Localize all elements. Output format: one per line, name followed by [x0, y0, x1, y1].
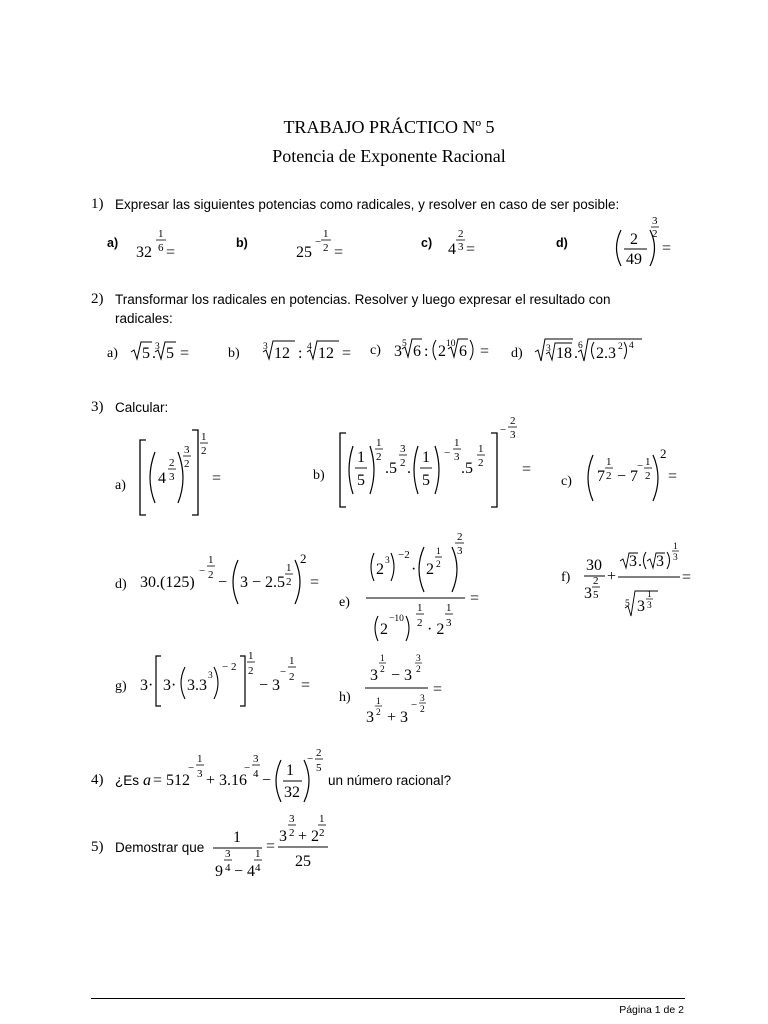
- svg-text:6: 6: [158, 242, 164, 254]
- svg-text:7: 7: [597, 468, 605, 485]
- q3c-label: c): [561, 474, 572, 489]
- question-5-text: Demostrar que: [115, 840, 205, 855]
- svg-text:3: 3: [394, 343, 402, 360]
- svg-text:3: 3: [629, 553, 637, 570]
- svg-text:−: −: [411, 699, 418, 711]
- svg-text:.: .: [152, 345, 156, 362]
- svg-text:2.3: 2.3: [596, 345, 616, 362]
- svg-text:.: .: [638, 553, 642, 570]
- svg-text:6: 6: [578, 341, 583, 351]
- svg-text:3: 3: [584, 585, 592, 602]
- svg-text:.: .: [574, 345, 578, 362]
- svg-text:2: 2: [652, 228, 658, 240]
- svg-text:5: 5: [422, 472, 430, 489]
- svg-text:· 2: · 2: [427, 621, 445, 638]
- svg-text:1: 1: [647, 590, 652, 600]
- svg-text:3: 3: [637, 598, 645, 615]
- svg-text:1: 1: [422, 449, 430, 466]
- svg-text:=: =: [212, 470, 222, 487]
- svg-text:1: 1: [376, 697, 381, 707]
- svg-text:4: 4: [253, 768, 259, 780]
- svg-text:2: 2: [380, 665, 385, 675]
- svg-text:5: 5: [625, 599, 630, 609]
- svg-text:2: 2: [316, 747, 322, 759]
- svg-text:2: 2: [286, 576, 292, 588]
- svg-text:5: 5: [593, 589, 599, 601]
- svg-text:=: =: [180, 345, 190, 362]
- svg-text:=: =: [480, 343, 490, 360]
- svg-text:−: −: [500, 424, 507, 436]
- svg-text:1: 1: [446, 602, 452, 614]
- svg-text:− 4: − 4: [234, 863, 256, 880]
- svg-text:3: 3: [385, 556, 390, 566]
- q3b-label: b): [313, 468, 325, 483]
- svg-text:2: 2: [201, 445, 207, 457]
- svg-text:2: 2: [510, 415, 516, 427]
- svg-text:−: −: [244, 762, 251, 774]
- svg-text::: :: [424, 343, 429, 360]
- svg-text:3: 3: [420, 694, 425, 704]
- svg-text:9: 9: [215, 863, 223, 880]
- svg-text:=: =: [662, 240, 672, 257]
- svg-text:25: 25: [296, 244, 312, 261]
- question-5-number: 5): [91, 839, 104, 855]
- svg-text:2: 2: [478, 457, 484, 469]
- q3g-label: g): [115, 679, 127, 694]
- svg-text:3.3: 3.3: [187, 677, 207, 694]
- svg-text:−2: −2: [398, 549, 410, 561]
- svg-text:2: 2: [458, 228, 464, 240]
- svg-text:−: −: [199, 565, 206, 577]
- svg-text:2: 2: [420, 705, 425, 715]
- svg-text:2: 2: [457, 531, 463, 543]
- svg-text:3: 3: [546, 344, 551, 354]
- svg-text:4: 4: [629, 341, 634, 351]
- svg-text:2: 2: [593, 575, 599, 587]
- svg-text:3: 3: [673, 553, 678, 563]
- svg-text:2: 2: [376, 561, 384, 578]
- svg-text:2: 2: [376, 708, 381, 718]
- svg-text:=: =: [668, 468, 678, 485]
- svg-text:5: 5: [166, 345, 174, 362]
- svg-text:2: 2: [400, 457, 406, 469]
- svg-text:− 2: − 2: [222, 661, 237, 673]
- svg-text:2: 2: [606, 470, 612, 482]
- svg-text:+: +: [607, 568, 617, 585]
- svg-text:3: 3: [458, 241, 464, 253]
- svg-text:2: 2: [208, 569, 214, 581]
- svg-text:.: .: [407, 460, 411, 477]
- svg-text:2: 2: [289, 671, 295, 683]
- svg-text:1: 1: [673, 542, 678, 552]
- svg-text:1: 1: [606, 456, 612, 468]
- svg-text:1: 1: [197, 753, 203, 765]
- svg-text:1: 1: [380, 654, 385, 664]
- svg-text:1: 1: [454, 437, 460, 449]
- svg-text:32: 32: [284, 784, 300, 801]
- q1d-label: d): [556, 236, 568, 250]
- svg-text:2: 2: [380, 621, 388, 638]
- svg-text:=: =: [466, 241, 476, 258]
- svg-text:3: 3: [366, 709, 374, 726]
- q2c-label: c): [370, 343, 381, 358]
- svg-text:3: 3: [225, 848, 231, 860]
- svg-text:12: 12: [318, 345, 334, 362]
- question-4-number: 4): [91, 772, 104, 788]
- svg-text:−: −: [188, 762, 195, 774]
- svg-text:1: 1: [201, 431, 207, 443]
- svg-text:3·: 3·: [163, 677, 177, 694]
- svg-text:−: −: [218, 574, 228, 591]
- svg-text:+ 2: + 2: [298, 828, 320, 845]
- question-4-text-after: un número racional?: [328, 773, 452, 788]
- svg-text:3: 3: [279, 828, 287, 845]
- svg-text:−: −: [444, 447, 451, 459]
- svg-text:2: 2: [417, 617, 423, 629]
- svg-text:1: 1: [436, 547, 441, 557]
- svg-text:10: 10: [446, 339, 456, 349]
- svg-text:1: 1: [286, 762, 294, 779]
- q3h-label: h): [339, 690, 351, 705]
- q3f-label: f): [561, 570, 571, 585]
- svg-text:2: 2: [184, 458, 190, 470]
- svg-text:30: 30: [586, 557, 602, 574]
- svg-text:1: 1: [233, 829, 241, 846]
- svg-text:3: 3: [416, 654, 421, 664]
- svg-text:−: −: [280, 666, 287, 678]
- svg-text:−: −: [637, 460, 644, 472]
- question-3-number: 3): [91, 399, 104, 415]
- svg-text:=: =: [334, 244, 344, 261]
- svg-text:+ 3.16: + 3.16: [206, 772, 248, 789]
- svg-text:2: 2: [289, 827, 295, 839]
- page-number: Página 1 de 2: [619, 1004, 684, 1016]
- svg-text:=: =: [342, 345, 352, 362]
- svg-text:3: 3: [208, 671, 213, 681]
- svg-text:2: 2: [438, 343, 446, 360]
- svg-text:.5: .5: [461, 460, 473, 477]
- svg-text:1: 1: [417, 602, 423, 614]
- svg-text:3: 3: [169, 471, 175, 483]
- footer-rule: [91, 998, 685, 999]
- svg-text:3: 3: [370, 667, 378, 684]
- svg-text:−: −: [262, 772, 272, 789]
- svg-text:12: 12: [274, 345, 290, 362]
- svg-text:1: 1: [248, 650, 254, 662]
- svg-text:6: 6: [413, 343, 421, 360]
- svg-text:2: 2: [319, 827, 325, 839]
- svg-text:=: =: [166, 244, 176, 261]
- svg-text::: :: [298, 345, 303, 362]
- svg-text:32: 32: [136, 244, 152, 261]
- svg-text:3: 3: [400, 443, 406, 455]
- svg-text:=: =: [522, 461, 532, 478]
- question-2-text-line2: radicales:: [115, 311, 173, 326]
- svg-text:2: 2: [169, 457, 175, 469]
- svg-text:=: =: [682, 569, 692, 586]
- svg-text:2: 2: [645, 470, 651, 482]
- svg-text:1: 1: [319, 813, 325, 825]
- svg-text:=: =: [470, 590, 480, 607]
- svg-text:=: =: [266, 838, 276, 855]
- svg-text:3: 3: [652, 215, 658, 227]
- svg-text:1: 1: [323, 228, 329, 240]
- svg-text:− 3: − 3: [391, 667, 413, 684]
- svg-text:1: 1: [158, 228, 164, 240]
- svg-text:3: 3: [263, 342, 268, 352]
- svg-text:−: −: [315, 236, 322, 248]
- svg-text:− 3: − 3: [259, 677, 281, 694]
- svg-text:3·: 3·: [140, 677, 154, 694]
- svg-text:2: 2: [618, 342, 623, 352]
- svg-text:3: 3: [155, 342, 160, 352]
- svg-text:4: 4: [225, 862, 231, 874]
- svg-text:= 512: = 512: [153, 772, 191, 789]
- svg-text:2: 2: [376, 451, 382, 463]
- svg-text:1: 1: [645, 456, 651, 468]
- svg-text:1: 1: [208, 554, 214, 566]
- question-1-number: 1): [91, 196, 104, 212]
- svg-text:4: 4: [307, 342, 312, 352]
- svg-text:1: 1: [376, 437, 382, 449]
- svg-text:3: 3: [289, 813, 295, 825]
- svg-text:5: 5: [357, 472, 365, 489]
- svg-text:=: =: [301, 677, 311, 694]
- page-title: TRABAJO PRÁCTICO Nº 5: [283, 117, 495, 137]
- q2d-label: d): [511, 346, 523, 361]
- q1b-label: b): [236, 236, 248, 250]
- question-2-number: 2): [91, 291, 104, 307]
- q1a-label: a): [107, 236, 119, 250]
- svg-text:− 7: − 7: [617, 468, 639, 485]
- svg-text:3: 3: [197, 768, 203, 780]
- svg-text:2: 2: [426, 561, 434, 578]
- q2a-label: a): [107, 346, 118, 361]
- svg-text:1: 1: [286, 562, 292, 574]
- svg-text:5: 5: [316, 762, 322, 774]
- svg-text:+ 3: + 3: [387, 709, 409, 726]
- question-3-text: Calcular:: [115, 400, 169, 415]
- svg-text:−: −: [307, 753, 314, 765]
- svg-text:=: =: [433, 681, 443, 698]
- svg-text:4: 4: [255, 862, 261, 874]
- svg-text:18: 18: [556, 345, 572, 362]
- svg-text:2: 2: [630, 231, 638, 248]
- question-1-text: Expresar las siguientes potencias como radicales, y resolver en caso de ser posible:: [115, 197, 620, 212]
- svg-text:3: 3: [184, 444, 190, 456]
- q3d-label: d): [115, 577, 127, 592]
- svg-text:2: 2: [436, 560, 441, 570]
- svg-text:2: 2: [660, 446, 667, 461]
- svg-text:3: 3: [656, 553, 664, 570]
- svg-text:a: a: [143, 772, 151, 789]
- svg-text:3 − 2.5: 3 − 2.5: [240, 574, 286, 591]
- q2b-label: b): [228, 346, 240, 361]
- question-4-text-before: ¿Es: [115, 773, 140, 788]
- question-2-text-line1: Transformar los radicales en potencias. Resolver y luego expresar el resultado con: [115, 292, 611, 307]
- svg-text:3: 3: [457, 545, 463, 557]
- svg-text:4: 4: [158, 470, 166, 487]
- svg-text:·: ·: [411, 561, 417, 578]
- svg-text:3: 3: [510, 429, 516, 441]
- svg-text:2: 2: [300, 551, 307, 566]
- svg-text:5: 5: [142, 345, 150, 362]
- q3e-label: e): [339, 595, 350, 610]
- svg-text:2: 2: [416, 665, 421, 675]
- svg-text:49: 49: [626, 251, 642, 268]
- svg-text:1: 1: [255, 848, 261, 860]
- svg-text:1: 1: [478, 443, 484, 455]
- svg-text:1: 1: [357, 449, 365, 466]
- svg-text:2: 2: [248, 665, 254, 677]
- page-subtitle: Potencia de Exponente Racional: [272, 146, 506, 166]
- svg-text:3: 3: [454, 451, 460, 463]
- svg-text:−10: −10: [389, 614, 404, 624]
- q3a-label: a): [115, 478, 126, 493]
- svg-text:3: 3: [446, 617, 452, 629]
- svg-text:6: 6: [459, 343, 467, 360]
- svg-text:3: 3: [253, 753, 259, 765]
- svg-text:.5: .5: [385, 460, 397, 477]
- svg-text:25: 25: [295, 853, 311, 870]
- svg-text:4: 4: [448, 241, 456, 258]
- svg-text:5: 5: [402, 339, 407, 349]
- q1c-label: c): [421, 236, 433, 250]
- svg-text:1: 1: [289, 655, 295, 667]
- svg-text:=: =: [310, 574, 320, 591]
- svg-text:2: 2: [323, 242, 329, 254]
- svg-text:3: 3: [647, 601, 652, 611]
- svg-text:30.(125): 30.(125): [140, 574, 195, 591]
